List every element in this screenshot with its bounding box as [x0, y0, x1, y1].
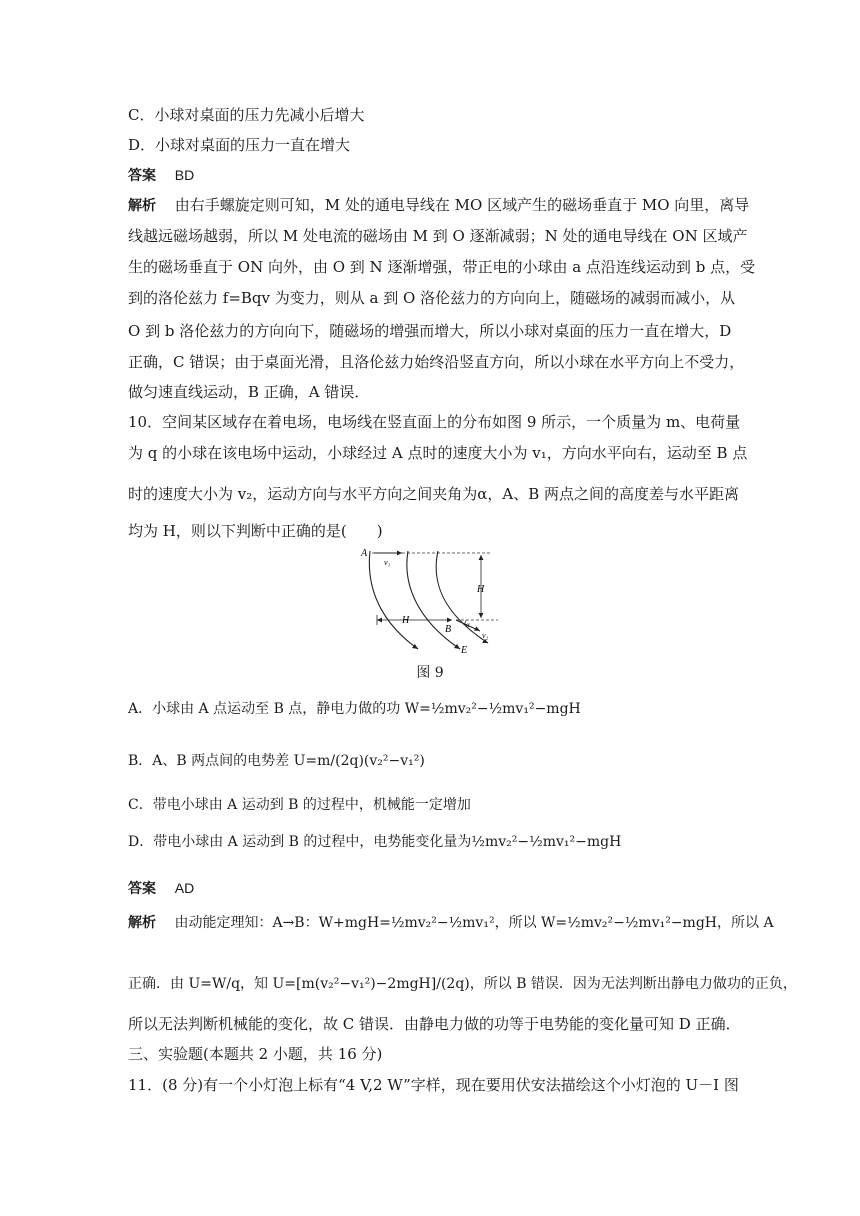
section-3-heading: 三、实验题(本题共 2 小题，共 16 分)	[128, 1045, 383, 1063]
field-line-3	[436, 551, 488, 643]
explanation-1-line-2: 线越远磁场越弱，所以 M 处电流的磁场由 M 到 O 逐渐减弱；N 处的通电导线在 ON 区域产	[128, 227, 748, 245]
explanation-1-line-6: 正确，C 错误；由于桌面光滑，且洛伦兹力始终沿竖直方向，所以小球在水平方向上不受力，	[128, 353, 745, 371]
question-10-line-2: 为 q 的小球在该电场中运动，小球经过 A 点时的速度大小为 v₁，方向水平向右，运动至 B 点	[128, 444, 748, 462]
answer-label: 答案	[128, 168, 156, 184]
answer-value: AD	[174, 880, 195, 896]
question-10-line-1: 10．空间某区域存在着电场，电场线在竖直面上的分布如图 9 所示，一个质量为 m、电荷量	[128, 413, 741, 431]
explanation-1-line-7: 做匀速直线运动，B 正确，A 错误．	[128, 383, 370, 401]
explanation-text: 由右手螺旋定则可知，M 处的通电导线在 MO 区域产生的磁场垂直于 MO 向里，离导	[174, 196, 750, 214]
explanation-1-line-5: O 到 b 洛伦兹力的方向向下，随磁场的增强而增大，所以小球对桌面的压力一直在增大，D	[128, 322, 732, 340]
label-v1: v₁	[384, 558, 391, 567]
option-c-line-q10: C．带电小球由 A 运动到 B 的过程中，机械能一定增加	[128, 797, 471, 813]
explanation-text: 由动能定理知：A→B：W+mgH=½mv₂²−½mv₁²，所以 W=½mv₂²−½mv₁²−mgH，所以 A	[174, 915, 774, 931]
v1-arrowhead	[397, 551, 402, 556]
label-v2: v₂	[482, 631, 489, 640]
figure-caption: 图 9	[416, 665, 444, 681]
question-10-line-4: 均为 H，则以下判断中正确的是( )	[128, 522, 383, 540]
question-11-line-1: 11．(8 分)有一个小灯泡上标有“4 V,2 W”字样，现在要用伏安法描绘这个小灯泡的 U－I 图	[128, 1076, 739, 1094]
label-h-horizontal: H	[402, 615, 410, 626]
label-e: E	[461, 645, 468, 655]
answer-label: 答案	[128, 881, 156, 897]
option-c-line: C．小球对桌面的压力先减小后增大	[128, 106, 365, 124]
label-h-vertical: H	[477, 584, 485, 595]
answer-2	[128, 878, 738, 899]
question-10-line-3: 时的速度大小为 v₂，运动方向与水平方向之间夹角为α，A、B 两点之间的高度差与水平距离	[128, 485, 740, 503]
field-line-1	[369, 551, 418, 649]
h-vertical-arrow-up	[479, 555, 484, 560]
h-horizontal-arrow-right	[447, 618, 452, 623]
option-d-line-q10: D．带电小球由 A 运动到 B 的过程中，电势能变化量为½mv₂²−½mv₁²−mgH	[128, 834, 622, 850]
label-alpha: α	[466, 621, 470, 629]
explanation-label: 解析	[128, 198, 156, 214]
explanation-1-line-1	[128, 195, 750, 216]
option-a-line: A．小球由 A 点运动至 B 点，静电力做的功 W=½mv₂²−½mv₁²−mgH	[128, 701, 581, 717]
h-vertical-arrow-down	[479, 613, 484, 618]
explanation-2-line-2: 正确．由 U=W/q，知 U=[m(v₂²−v₁²)−2mgH]/(2q)，所以 B 错误．因为无法判断出静电力做功的正负，	[128, 976, 797, 992]
electric-field-figure	[360, 547, 510, 655]
explanation-2-line-1	[128, 914, 774, 932]
h-horizontal-arrow-left	[377, 618, 382, 623]
option-d-line: D．小球对桌面的压力一直在增大	[128, 136, 351, 154]
label-a: A	[361, 548, 368, 559]
option-b-line: B．A、B 两点间的电势差 U=m/(2q)(v₂²−v₁²)	[128, 753, 425, 769]
answer-value: BD	[174, 167, 195, 183]
explanation-1-line-3: 生的磁场垂直于 ON 向外，由 O 到 N 逐渐增强，带正电的小球由 a 点沿连线运动到 b 点，受	[128, 258, 756, 276]
answer-1	[128, 165, 738, 186]
field-line-2-arrow	[454, 644, 460, 649]
field-line-2	[407, 551, 460, 649]
label-b: B	[445, 624, 452, 635]
explanation-label: 解析	[128, 915, 156, 931]
explanation-1-line-4: 到的洛伦兹力 f=Bqv 为变力，则从 a 到 O 洛伦兹力的方向向上，随磁场的减弱而减小，从	[128, 289, 736, 307]
explanation-2-line-3: 所以无法判断机械能的变化，故 C 错误．由静电力做的功等于电势能的变化量可知 D 正确．	[128, 1015, 741, 1033]
